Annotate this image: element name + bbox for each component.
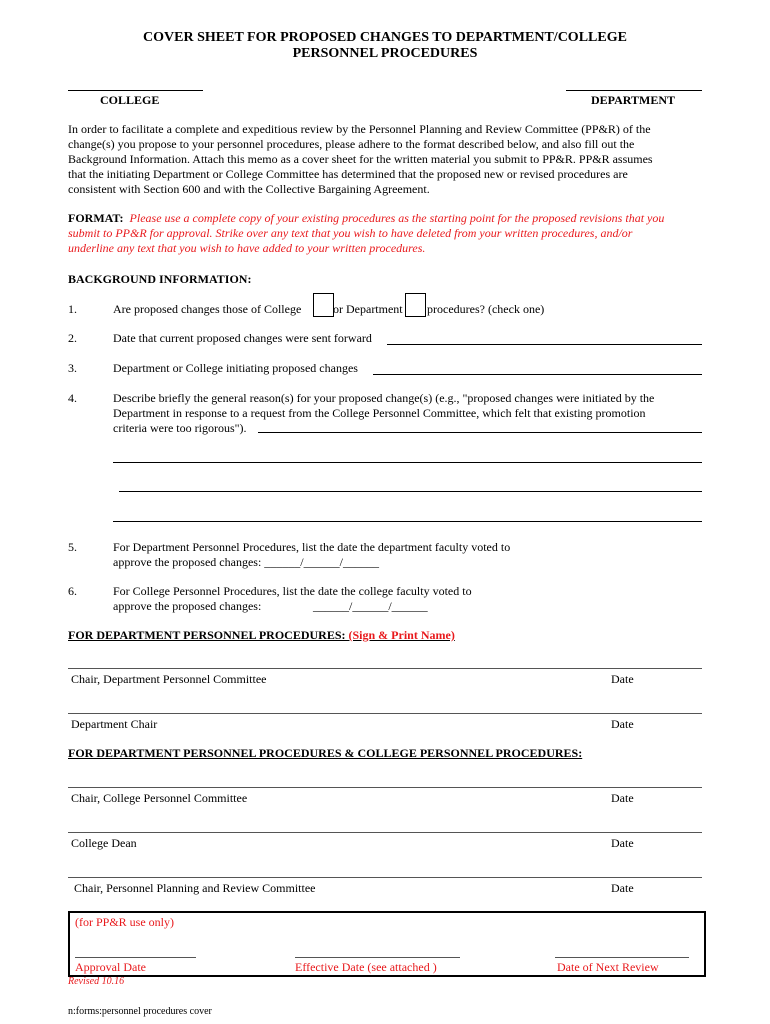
item-4-line: Department in response to a request from the College Personnel Committee, which felt that existing promotion [113, 406, 646, 420]
college-field[interactable] [68, 90, 203, 91]
department-field[interactable] [566, 90, 702, 91]
effective-date-label: Effective Date (see attached ) [295, 960, 437, 974]
date-label: Date [611, 791, 634, 805]
date-label: Date [611, 836, 634, 850]
intro-line: that the initiating Department or College Committee has determined that the proposed new or revised procedures are [68, 167, 628, 181]
item-number: 1. [68, 302, 77, 316]
item-5-line: For Department Personnel Procedures, list the date the department faculty voted to [113, 540, 511, 554]
sig-college-committee-chair: Chair, College Personnel Committee [71, 791, 248, 805]
page-title-line-1: COVER SHEET FOR PROPOSED CHANGES TO DEPARTMENT/COLLEGE [143, 30, 627, 45]
item-2-text: Date that current proposed changes were sent forward [113, 331, 372, 345]
format-line: submit to PP&R for approval. Strike over any text that you wish to have deleted from your written procedures, and/or [68, 226, 633, 240]
sig-dept-committee-chair: Chair, Department Personnel Committee [71, 672, 267, 686]
date-label: Date [611, 717, 634, 731]
item-3-text: Department or College initiating proposed changes [113, 361, 358, 375]
sig-college-dean: College Dean [71, 836, 137, 850]
ppr-use-only-box [68, 911, 706, 977]
intro-line: consistent with Section 600 and with the Collective Bargaining Agreement. [68, 182, 430, 196]
item-1-text-b: or Department [333, 302, 403, 316]
file-path-footer: n:forms:personnel procedures cover [68, 1006, 212, 1017]
page-title-line-2: PERSONNEL PROCEDURES [292, 46, 478, 61]
format-line: Please use a complete copy of your existing procedures as the starting point for the proposed revisions that you [129, 211, 665, 225]
date-label: Date [611, 672, 634, 686]
signature-line[interactable] [68, 877, 702, 878]
college-vote-date-field[interactable]: ______/______/______ [313, 599, 428, 613]
item-4-line: criteria were too rigorous"). [113, 421, 247, 435]
item-number: 3. [68, 361, 77, 375]
signature-line[interactable] [68, 832, 702, 833]
intro-line: In order to facilitate a complete and expeditious review by the Personnel Planning and Review Committee (PP&R) of the [68, 122, 651, 136]
format-label: FORMAT: [68, 211, 124, 225]
ppr-use-only-label: (for PP&R use only) [75, 915, 174, 929]
item-6-line: approve the proposed changes: [113, 599, 262, 613]
college-label: COLLEGE [100, 93, 160, 107]
item-number: 4. [68, 391, 77, 405]
next-review-label: Date of Next Review [557, 960, 659, 974]
reason-field-line-1[interactable] [258, 432, 702, 433]
college-checkbox[interactable] [313, 293, 334, 317]
reason-field-line-2[interactable] [113, 462, 702, 463]
department-checkbox[interactable] [405, 293, 426, 317]
signature-line[interactable] [68, 713, 702, 714]
format-paragraph [68, 211, 708, 256]
reason-field-line-4[interactable] [113, 521, 702, 522]
item-6-line: For College Personnel Procedures, list the date the college faculty voted to [113, 584, 472, 598]
item-1-text-a: Are proposed changes those of College [113, 302, 302, 316]
background-heading: BACKGROUND INFORMATION: [68, 272, 252, 286]
item-number: 2. [68, 331, 77, 345]
intro-line: change(s) you propose to your personnel procedures, please adhere to the format described below, and also fill out the [68, 137, 635, 151]
sig-ppr-chair: Chair, Personnel Planning and Review Committee [74, 881, 316, 895]
item-number: 5. [68, 540, 77, 554]
revised-note: Revised 10.16 [68, 976, 125, 987]
item-4-line: Describe briefly the general reason(s) for your proposed change(s) (e.g., "proposed changes were initiated by the [113, 391, 655, 405]
dept-section-heading [68, 628, 455, 643]
department-label: DEPARTMENT [591, 93, 676, 107]
both-section-heading: FOR DEPARTMENT PERSONNEL PROCEDURES & COLLEGE PERSONNEL PROCEDURES: [68, 746, 583, 760]
intro-paragraph [68, 122, 708, 197]
effective-date-field[interactable] [295, 957, 460, 958]
dept-section-heading-text: FOR DEPARTMENT PERSONNEL PROCEDURES: [68, 628, 346, 642]
item-1-text-c: procedures? (check one) [427, 302, 545, 316]
approval-date-label: Approval Date [75, 960, 146, 974]
intro-line: Background Information. Attach this memo as a cover sheet for the written material you submit to PP&R. PP&R assumes [68, 152, 653, 166]
signature-line[interactable] [68, 787, 702, 788]
reason-field-line-3[interactable] [119, 491, 702, 492]
sig-dept-chair: Department Chair [71, 717, 158, 731]
signature-line[interactable] [68, 668, 702, 669]
date-label: Date [611, 881, 634, 895]
item-5-text [113, 540, 673, 570]
approval-date-field[interactable] [75, 957, 196, 958]
next-review-date-field[interactable] [555, 957, 689, 958]
item-5-line: approve the proposed changes: ______/______/______ [113, 555, 379, 569]
sign-print-note: (Sign & Print Name) [348, 628, 455, 642]
item-number: 6. [68, 584, 77, 598]
item-4-text [113, 391, 713, 436]
initiating-unit-field[interactable] [373, 374, 702, 375]
date-sent-forward-field[interactable] [387, 344, 702, 345]
format-line: underline any text that you wish to have added to your written procedures. [68, 241, 426, 255]
